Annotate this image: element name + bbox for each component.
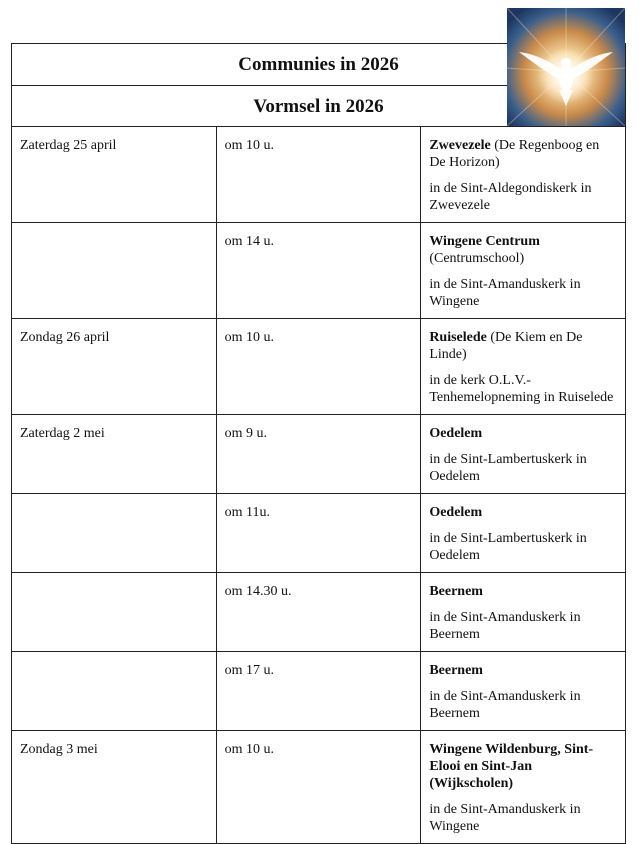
school-name: Beernem [429, 584, 483, 599]
date-cell: Zaterdag 2 mei [12, 415, 217, 494]
church-line: in de Sint-Amanduskerk in Beernem [429, 689, 581, 721]
school-name: Wingene Wildenburg, Sint-Elooi en Sint-Jan (Wijkscholen) [429, 742, 594, 791]
schedule-row [12, 223, 626, 319]
schedule-row [12, 731, 626, 844]
church-line: in de Sint-Amanduskerk in Wingene [429, 277, 581, 309]
page-subtitle: Vormsel in 2026 [12, 86, 626, 127]
school-line [429, 425, 617, 442]
school-detail: (De Regenboog en De Horizon) [429, 138, 600, 170]
time-cell: om 10 u. [216, 319, 421, 415]
location-cell [421, 127, 626, 223]
location-cell [421, 731, 626, 844]
schedule-row [12, 573, 626, 652]
location-cell [421, 319, 626, 415]
school-line [429, 583, 617, 600]
schedule-rows [12, 127, 626, 844]
church-line: in de kerk O.L.V.-Tenhemelopneming in Ruiselede [429, 373, 614, 405]
schedule-row [12, 415, 626, 494]
time-cell: om 9 u. [216, 415, 421, 494]
time-cell: om 11u. [216, 494, 421, 573]
date-cell [12, 494, 217, 573]
location-cell [421, 573, 626, 652]
schedule-row [12, 127, 626, 223]
schedule-row [12, 652, 626, 731]
location-cell [421, 494, 626, 573]
time-cell: om 17 u. [216, 652, 421, 731]
date-cell [12, 652, 217, 731]
time-cell: om 14 u. [216, 223, 421, 319]
schedule-row [12, 494, 626, 573]
school-line [429, 329, 617, 363]
school-name: Beernem [429, 663, 483, 678]
time-cell: om 14.30 u. [216, 573, 421, 652]
schedule-table [11, 43, 626, 844]
schedule-sheet [11, 43, 626, 844]
location-cell [421, 415, 626, 494]
school-line [429, 504, 617, 521]
date-cell: Zondag 3 mei [12, 731, 217, 844]
school-line [429, 233, 617, 267]
church-line: in de Sint-Aldegondiskerk in Zwevezele [429, 181, 592, 213]
school-name: Zwevezele [429, 138, 491, 153]
location-cell [421, 223, 626, 319]
school-name: Wingene Centrum [429, 234, 540, 249]
time-cell: om 10 u. [216, 731, 421, 844]
date-cell: Zondag 26 april [12, 319, 217, 415]
date-cell [12, 573, 217, 652]
school-detail: (De Kiem en De Linde) [429, 330, 583, 362]
church-line: in de Sint-Lambertuskerk in Oedelem [429, 452, 587, 484]
church-line: in de Sint-Amanduskerk in Wingene [429, 802, 581, 834]
school-name: Oedelem [429, 505, 483, 520]
school-detail: (Centrumschool) [429, 251, 525, 266]
holy-spirit-dove-image [507, 8, 625, 126]
school-name: Ruiselede [429, 330, 487, 345]
church-line: in de Sint-Lambertuskerk in Oedelem [429, 531, 587, 563]
church-line: in de Sint-Amanduskerk in Beernem [429, 610, 581, 642]
schedule-row [12, 319, 626, 415]
page-title: Communies in 2026 [12, 44, 626, 86]
date-cell: Zaterdag 25 april [12, 127, 217, 223]
school-name: Oedelem [429, 426, 483, 441]
school-line [429, 741, 617, 792]
date-cell [12, 223, 217, 319]
school-line [429, 137, 617, 171]
location-cell [421, 652, 626, 731]
time-cell: om 10 u. [216, 127, 421, 223]
